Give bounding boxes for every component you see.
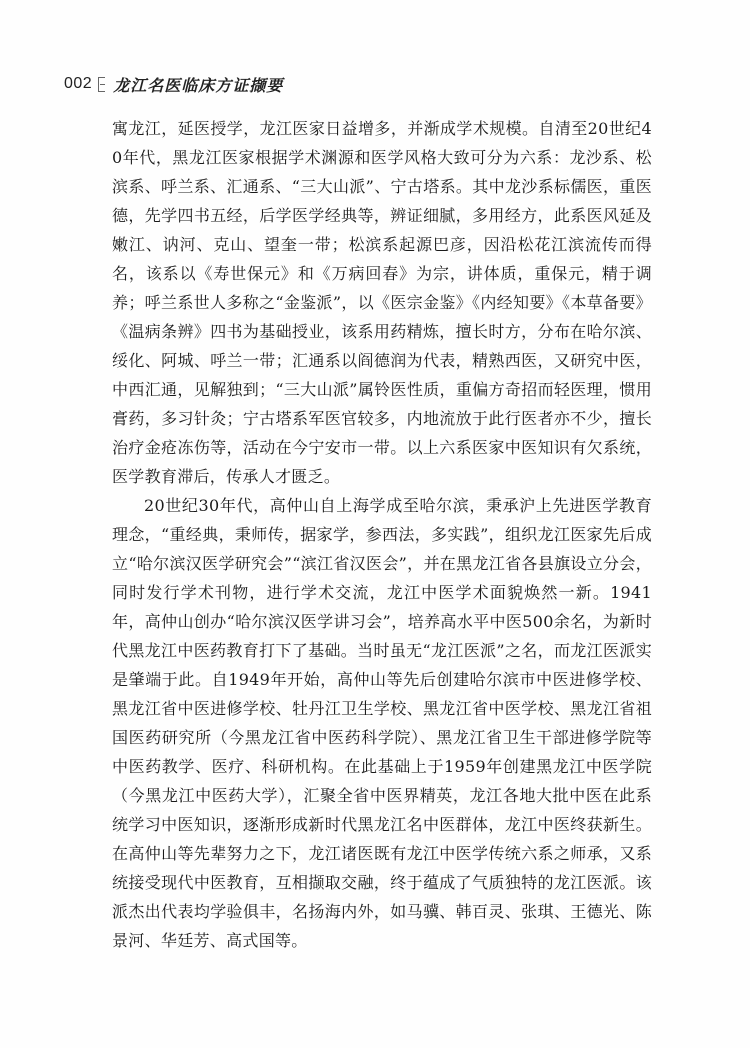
running-header xyxy=(64,72,283,96)
paragraph: 20世纪30年代，高仲山自上海学成至哈尔滨，秉承沪上先进医学教育理念，“重经典，秉师传，据家学，参西法，多实践”，组织龙江医家先后成立“哈尔滨汉医学研究会”“滨江省汉医会”，并在黑龙江省各县旗设立分会，同时发行学术刊物，进行学术交流，龙江中医学术面貌焕然一新。1941年，高仲山创办“哈尔滨汉医学讲习会”，培养高水平中医500余名，为新时代黑龙江中医药教育打下了基础。当时虽无“龙江医派”之名，而龙江医派实是肇端于此。自1949年开始，高仲山等先后创建哈尔滨市中医进修学校、黑龙江省中医进修学校、牡丹江卫生学校、黑龙江省中医学校、黑龙江省祖国医药研究所（今黑龙江省中医药科学院）、黑龙江省卫生干部进修学院等中医药教学、医疗、科研机构。在此基础上于1959年创建黑龙江中医学院（今黑龙江中医药大学），汇聚全省中医界精英，龙江各地大批中医在此系统学习中医知识，逐渐形成新时代黑龙江名中医群体，龙江中医终获新生。在高仲山等先辈努力之下，龙江诸医既有龙江中医学传统六系之师承，又系统接受现代中医教育，互相撷取交融，终于蕴成了气质独特的龙江医派。该派杰出代表均学验俱丰，名扬海内外，如马骥、韩百灵、张琪、王德光、陈景河、华廷芳、高式国等。 xyxy=(112,496,652,950)
body-text xyxy=(112,114,652,955)
book-title: 龙江名医临床方证撷要 xyxy=(113,75,284,95)
page-number: 002 xyxy=(64,75,93,92)
paragraph-continued: 寓龙江，延医授学，龙江医家日益增多，并渐成学术规模。自清至20世纪40年代，黑龙江医家根据学术渊源和医学风格大致可分为六系：龙沙系、松滨系、呼兰系、汇通系、“三大山派”、宁古塔系。其中龙沙系标儒医，重医德，先学四书五经，后学医学经典等，辨证细腻，多用经方，此系医风延及嫩江、讷河、克山、望奎一带；松滨系起源巴彦，因沿松花江滨流传而得名，该系以《寿世保元》和《万病回春》为宗，讲体质，重保元，精于调养；呼兰系世人多称之“金鉴派”，以《医宗金鉴》《内经知要》《本草备要》《温病条辨》四书为基础授业，该系用药精炼，擅长时方，分布在哈尔滨、绥化、阿城、呼兰一带；汇通系以阎德润为代表，精熟西医，又研究中医，中西汇通，见解独到；“三大山派”属铃医性质，重偏方奇招而轻医理，惯用膏药，多习针灸；宁古塔系军医官较多，内地流放于此行医者亦不少，擅长治疗金疮冻伤等，活动在今宁安市一带。以上六系医家中医知识有欠系统，医学教育滞后，传承人才匮乏。 xyxy=(112,119,652,486)
header-divider-icon xyxy=(98,77,105,92)
